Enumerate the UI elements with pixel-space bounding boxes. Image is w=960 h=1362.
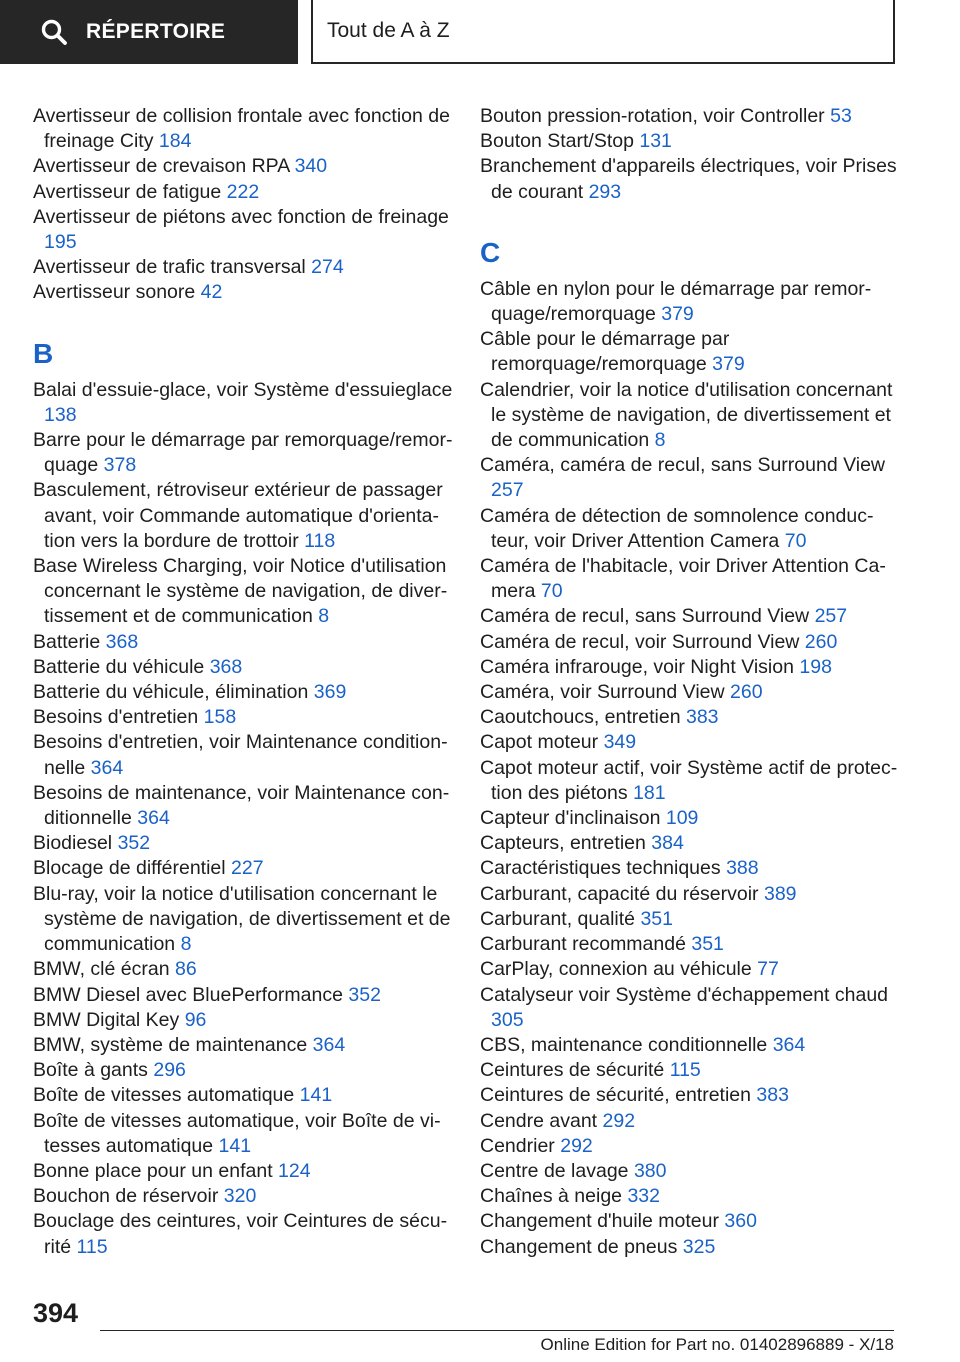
- index-entry-text: Carburant, qualité: [480, 907, 636, 930]
- index-entry-text: Carburant, capacité du réservoir: [480, 882, 759, 905]
- index-entry: [33, 1209, 453, 1259]
- index-entry-text: Bouton pression-rotation, voir Controller: [480, 105, 825, 127]
- index-entry: [33, 1159, 453, 1184]
- page-link[interactable]: 378: [103, 454, 137, 477]
- tab-a-to-z-label: Tout de A à Z: [327, 19, 450, 42]
- index-entry-text: Biodiesel: [33, 832, 113, 855]
- index-entry-text: Batterie du véhicule, élimination: [33, 681, 309, 704]
- index-entry-text: Caméra de détection de somnolence conducteur, voir Driver Attention Camera: [480, 504, 874, 552]
- index-entry: [33, 781, 453, 831]
- page-link[interactable]: 388: [726, 857, 759, 880]
- index-entry-text: BMW Digital Key: [33, 1008, 180, 1031]
- index-entry: [33, 1184, 453, 1209]
- page-link[interactable]: 332: [627, 1185, 660, 1208]
- index-entry: [480, 655, 900, 680]
- page-link[interactable]: 141: [218, 1134, 252, 1157]
- index-entry: [33, 1008, 453, 1033]
- index-entry-text: Bouchon de réservoir: [33, 1185, 219, 1208]
- index-entry: [480, 856, 900, 881]
- index-entry: [33, 1058, 453, 1083]
- index-entry-text: Changement d'huile moteur: [480, 1210, 719, 1233]
- page-link[interactable]: 292: [560, 1134, 593, 1157]
- page-link[interactable]: 53: [830, 105, 852, 127]
- search-icon: [40, 18, 68, 46]
- page-link[interactable]: 352: [117, 832, 151, 855]
- index-entry: [480, 453, 900, 503]
- page-link[interactable]: 325: [682, 1235, 716, 1258]
- index-entry: [480, 1209, 900, 1234]
- page-link[interactable]: 380: [633, 1159, 667, 1182]
- index-entry: [33, 180, 453, 205]
- page-link[interactable]: 351: [640, 907, 673, 930]
- index-entry-text: Changement de pneus: [480, 1235, 678, 1258]
- index-entry-text: Câble en nylon pour le démarrage par remorquage/remorquage: [480, 277, 872, 326]
- index-entry: [33, 104, 453, 154]
- page-link[interactable]: 274: [311, 256, 344, 279]
- index-entry-text: Centre de lavage: [480, 1159, 629, 1182]
- index-entry-text: BMW Diesel avec BluePerformance: [33, 983, 343, 1006]
- index-entry: [480, 932, 900, 957]
- index-entry-text: CarPlay, connexion au véhicule: [480, 958, 752, 981]
- page-link[interactable]: 369: [313, 681, 347, 704]
- page-link[interactable]: 42: [200, 281, 223, 304]
- index-entry: [480, 882, 900, 907]
- page-link[interactable]: 70: [540, 580, 563, 603]
- index-entry: [480, 604, 900, 629]
- page-link[interactable]: 364: [90, 756, 124, 779]
- index-entry-text: Avertisseur de crevaison RPA: [33, 155, 290, 178]
- index-entry-text: Ceintures de sécurité, entretien: [480, 1084, 751, 1107]
- index-entry-text: Avertisseur sonore: [33, 281, 196, 304]
- index-entry: [33, 983, 453, 1008]
- index-entry: [33, 730, 453, 780]
- page-link[interactable]: 8: [654, 429, 666, 452]
- index-entry-text: Capteurs, entretien: [480, 832, 646, 855]
- index-entry-text: Balai d'essuie-glace, voir Système d'essuieglace: [33, 378, 453, 401]
- index-entry-text: Capot moteur actif, voir Système actif de protection des piétons: [480, 756, 898, 804]
- page-link[interactable]: 141: [299, 1084, 333, 1107]
- page-link[interactable]: 195: [44, 231, 77, 254]
- page-link[interactable]: 320: [223, 1185, 257, 1208]
- page-link[interactable]: 379: [661, 303, 694, 326]
- index-entry: [480, 907, 900, 932]
- index-entry: [480, 1235, 900, 1260]
- index-entry-text: Besoins d'entretien: [33, 706, 199, 729]
- tab-a-to-z[interactable]: [311, 0, 895, 64]
- page-link[interactable]: 383: [756, 1084, 789, 1107]
- index-entry-text: Avertisseur de fatigue: [33, 180, 222, 203]
- page-link[interactable]: 384: [651, 832, 684, 855]
- page-link[interactable]: 257: [491, 479, 524, 502]
- index-entry: [33, 831, 453, 856]
- index-entry-text: Caractéristiques techniques: [480, 857, 721, 880]
- index-entry-text: Avertisseur de collision frontale avec fonction de freinage City: [33, 105, 450, 153]
- index-entry: [33, 554, 453, 630]
- index-entry: [33, 655, 453, 680]
- index-entry-text: Base Wireless Charging, voir Notice d'utilisation concernant le système de navigation, de divertissement et de communication: [33, 555, 448, 628]
- index-entry-text: Caméra de l'habitacle, voir Driver Attention Camera: [480, 555, 886, 603]
- page-link[interactable]: 70: [784, 529, 807, 552]
- index-entry-text: Avertisseur de piétons avec fonction de freinage: [33, 205, 449, 228]
- index-entry: [480, 806, 900, 831]
- page-link[interactable]: 340: [294, 155, 328, 178]
- page-number: 394: [33, 1298, 79, 1328]
- index-entry-text: Boîte à gants: [33, 1059, 148, 1082]
- index-entry-text: Capteur d'inclinaison: [480, 807, 661, 830]
- page-link[interactable]: 260: [730, 681, 763, 704]
- page-link[interactable]: 383: [685, 706, 719, 729]
- index-entry: [33, 882, 453, 958]
- index-entry: [480, 554, 900, 604]
- index-entry-text: Carburant recommandé: [480, 933, 686, 956]
- index-column-right: [480, 104, 900, 1260]
- page-link[interactable]: 8: [180, 933, 192, 956]
- index-entry-text: Bouclage des ceintures, voir Ceintures de sécurité: [33, 1210, 448, 1258]
- page-link[interactable]: 292: [602, 1109, 636, 1132]
- page-link[interactable]: 181: [633, 781, 666, 804]
- index-entry: [33, 154, 453, 179]
- index-entry-text: Batterie: [33, 630, 101, 653]
- index-entry-text: Bonne place pour un enfant: [33, 1159, 273, 1182]
- page-link[interactable]: 379: [712, 353, 745, 376]
- index-entry: [480, 957, 900, 982]
- index-entry: [480, 504, 900, 554]
- page-link[interactable]: 118: [304, 529, 336, 552]
- page-link[interactable]: 115: [669, 1059, 701, 1082]
- page-link[interactable]: 368: [209, 655, 243, 678]
- index-entry-text: Caméra de recul, voir Surround View: [480, 630, 800, 653]
- page-link[interactable]: 305: [491, 1008, 524, 1031]
- index-column-left: [33, 104, 453, 1260]
- page-link[interactable]: 158: [203, 706, 237, 729]
- index-entry-text: Avertisseur de trafic transversal: [33, 256, 306, 279]
- index-entry: [33, 378, 453, 428]
- index-entry-text: Besoins d'entretien, voir Maintenance conditionnelle: [33, 731, 448, 779]
- index-entry-text: Blocage de différentiel: [33, 857, 226, 880]
- index-entry-text: Catalyseur voir Système d'échappement chaud: [480, 983, 889, 1006]
- index-entry: [480, 378, 900, 454]
- index-entry-text: Calendrier, voir la notice d'utilisation concernant le système de navigation, de divertissement et de communication: [480, 378, 893, 452]
- index-entry: [480, 1184, 900, 1209]
- index-entry: [480, 630, 900, 655]
- page-link[interactable]: 352: [348, 983, 381, 1006]
- index-entry: [480, 831, 900, 856]
- index-entry-text: Caoutchoucs, entretien: [480, 706, 681, 729]
- index-entry: [480, 277, 900, 327]
- index-entry-text: Boîte de vitesses automatique, voir Boîte de vitesses automatique: [33, 1109, 441, 1157]
- index-entry: [33, 280, 453, 305]
- page-link[interactable]: 260: [804, 630, 838, 653]
- page-link[interactable]: 222: [226, 180, 260, 203]
- index-entry-text: Boîte de vitesses automatique: [33, 1084, 295, 1107]
- index-entry-text: Cendrier: [480, 1134, 555, 1157]
- section-letter: B: [33, 337, 54, 369]
- index-entry: [480, 129, 900, 154]
- index-entry-text: Caméra infrarouge, voir Night Vision: [480, 655, 794, 678]
- footer-divider: [100, 1330, 894, 1331]
- index-entry: [33, 856, 453, 881]
- page-link[interactable]: 364: [312, 1033, 346, 1056]
- page-link[interactable]: 8: [318, 605, 330, 628]
- page-link[interactable]: 115: [76, 1235, 108, 1258]
- index-entry: [480, 1109, 900, 1134]
- page-link[interactable]: 360: [724, 1210, 757, 1233]
- index-entry-text: Capot moteur: [480, 731, 599, 754]
- index-entry: [33, 255, 453, 280]
- page-link[interactable]: 227: [231, 857, 264, 880]
- index-entry: [33, 957, 453, 982]
- page-link[interactable]: 198: [799, 655, 832, 678]
- index-entry: [33, 478, 453, 554]
- index-entry-text: Ceintures de sécurité: [480, 1059, 665, 1082]
- index-entry: [33, 1033, 453, 1058]
- page-link[interactable]: 131: [639, 130, 672, 153]
- index-entry: [480, 327, 900, 377]
- index-entry: [480, 1083, 900, 1108]
- page-link[interactable]: 257: [814, 605, 848, 628]
- index-entry: [33, 428, 453, 478]
- section-letter: C: [480, 236, 501, 268]
- page-link[interactable]: 96: [184, 1008, 207, 1031]
- tab-repertoire-label: RÉPERTOIRE: [86, 20, 226, 43]
- index-entry: [33, 630, 453, 655]
- index-entry-text: Barre pour le démarrage par remorquage/remorquage: [33, 429, 453, 477]
- index-entry: [480, 983, 900, 1033]
- index-entry: [33, 1109, 453, 1159]
- page-link[interactable]: 368: [105, 630, 139, 653]
- tab-repertoire[interactable]: [0, 0, 298, 64]
- page-link[interactable]: 293: [588, 180, 622, 203]
- index-entry: [480, 705, 900, 730]
- edition-text: Online Edition for Part no. 01402896889 - X/18: [540, 1335, 894, 1354]
- page-link[interactable]: 184: [158, 130, 192, 153]
- index-entry-text: Cendre avant: [480, 1109, 598, 1132]
- page-link[interactable]: 138: [44, 403, 77, 426]
- index-entry-text: Caméra, caméra de recul, sans Surround View: [480, 454, 885, 477]
- page-link[interactable]: 124: [278, 1159, 311, 1182]
- index-entry-text: Besoins de maintenance, voir Maintenance conditionnelle: [33, 781, 450, 830]
- index-entry: [33, 205, 453, 255]
- index-entry: [480, 730, 900, 755]
- page-link[interactable]: 296: [153, 1059, 186, 1082]
- page-link[interactable]: 351: [691, 933, 724, 956]
- index-entry-text: BMW, clé écran: [33, 958, 170, 981]
- index-entry-text: Basculement, rétroviseur extérieur de passager avant, voir Commande automatique d'orientation vers la bordure de trottoir: [33, 479, 443, 552]
- index-entry-text: Caméra, voir Surround View: [480, 681, 725, 704]
- index-entry: [33, 705, 453, 730]
- index-entry-text: Branchement d'appareils électriques, voir Prises de courant: [480, 155, 897, 203]
- index-entry-text: Câble pour le démarrage par remorquage/remorquage: [480, 328, 730, 376]
- index-entry-text: Bouton Start/Stop: [480, 130, 634, 153]
- index-entry-text: CBS, maintenance conditionnelle: [480, 1033, 768, 1056]
- page-link[interactable]: 77: [757, 958, 779, 981]
- page-link[interactable]: 109: [665, 807, 699, 830]
- page-link[interactable]: 349: [603, 731, 637, 754]
- index-entry: [480, 154, 900, 204]
- page-link[interactable]: 364: [137, 807, 170, 830]
- index-entry: [480, 1058, 900, 1083]
- index-entry: [480, 1159, 900, 1184]
- index-entry: [480, 680, 900, 705]
- index-entry-text: Caméra de recul, sans Surround View: [480, 605, 810, 628]
- page-link[interactable]: 364: [772, 1033, 806, 1056]
- index-entry: [480, 1134, 900, 1159]
- index-entry: [480, 756, 900, 806]
- index-entry: [480, 104, 900, 129]
- index-entry-text: BMW, système de maintenance: [33, 1033, 308, 1056]
- index-entry: [33, 680, 453, 705]
- index-entry-text: Chaînes à neige: [480, 1185, 623, 1208]
- page-link[interactable]: 86: [174, 958, 197, 981]
- page-link[interactable]: 389: [763, 882, 797, 905]
- index-entry-text: Batterie du véhicule: [33, 655, 205, 678]
- index-entry: [33, 1083, 453, 1108]
- index-entry: [480, 1033, 900, 1058]
- index-entry-text: Blu-ray, voir la notice d'utilisation concernant le système de navigation, de divertissement et de communication: [33, 882, 451, 956]
